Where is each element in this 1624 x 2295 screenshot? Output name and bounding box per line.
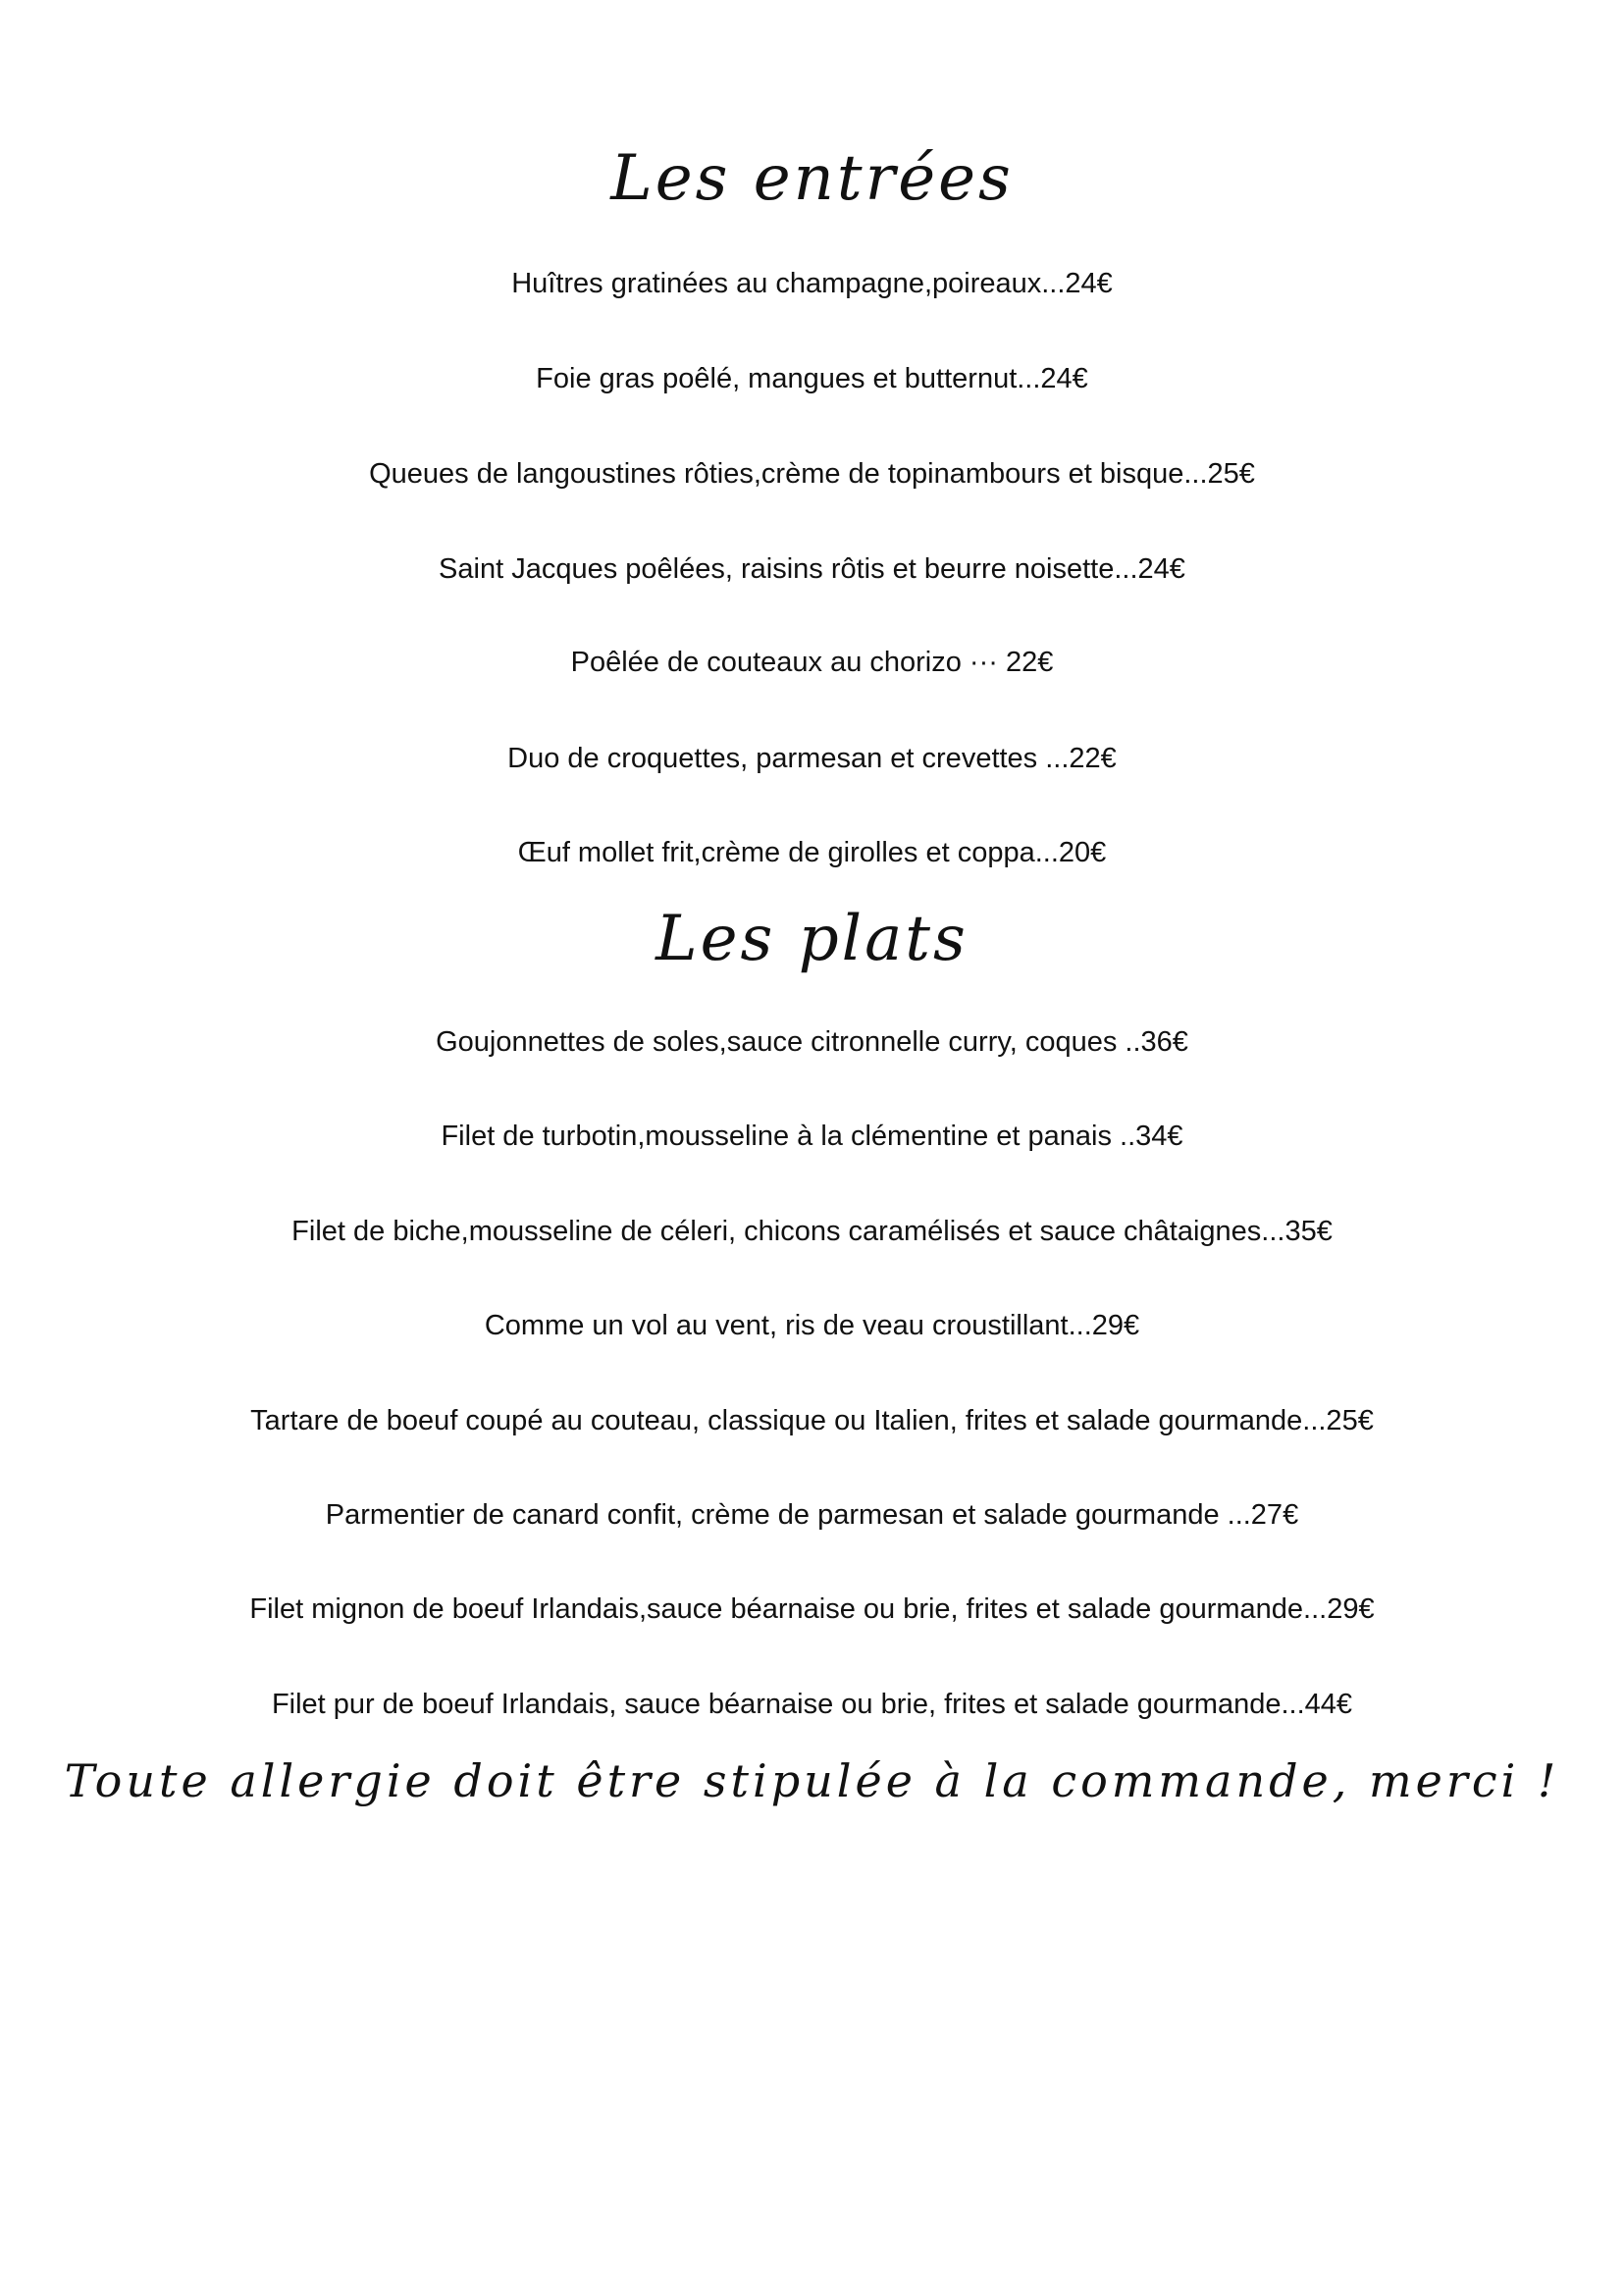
plat-item: Comme un vol au vent, ris de veau croustillant...29€ [484, 1310, 1140, 1341]
plat-item: Filet pur de boeuf Irlandais, sauce béarnaise ou brie, frites et salade gourmande...44€ [271, 1689, 1353, 1720]
entrees-title: Les entrées [610, 142, 1014, 215]
entree-item: Œuf mollet frit,crème de girolles et coppa...20€ [517, 837, 1107, 868]
entree-item: Foie gras poêlé, mangues et butternut...24€ [536, 363, 1088, 394]
entree-item: Saint Jacques poêlées, raisins rôtis et beurre noisette...24€ [439, 553, 1185, 585]
plat-item: Goujonnettes de soles,sauce citronnelle curry, coques ..36€ [436, 1026, 1188, 1058]
plat-item: Parmentier de canard confit, crème de parmesan et salade gourmande ...27€ [325, 1499, 1299, 1531]
allergy-notice: Toute allergie doit être stipulée à la commande, merci ! [64, 1754, 1560, 1807]
entree-item: Duo de croquettes, parmesan et crevettes ...22€ [507, 743, 1117, 774]
plat-item: Filet de biche,mousseline de céleri, chicons caramélisés et sauce châtaignes...35€ [291, 1216, 1333, 1247]
plat-item: Filet mignon de boeuf Irlandais,sauce béarnaise ou brie, frites et salade gourmande...29€ [249, 1593, 1375, 1625]
plats-title: Les plats [655, 903, 969, 975]
entree-item: Huîtres gratinées au champagne,poireaux...24€ [511, 268, 1113, 299]
plat-item: Filet de turbotin,mousseline à la clémentine et panais ..34€ [441, 1121, 1183, 1152]
plat-item: Tartare de boeuf coupé au couteau, classique ou Italien, frites et salade gourmande...25€ [250, 1405, 1374, 1436]
entree-item: Poêlée de couteaux au chorizo ··· 22€ [570, 647, 1054, 678]
entree-item: Queues de langoustines rôties,crème de topinambours et bisque...25€ [369, 458, 1255, 490]
